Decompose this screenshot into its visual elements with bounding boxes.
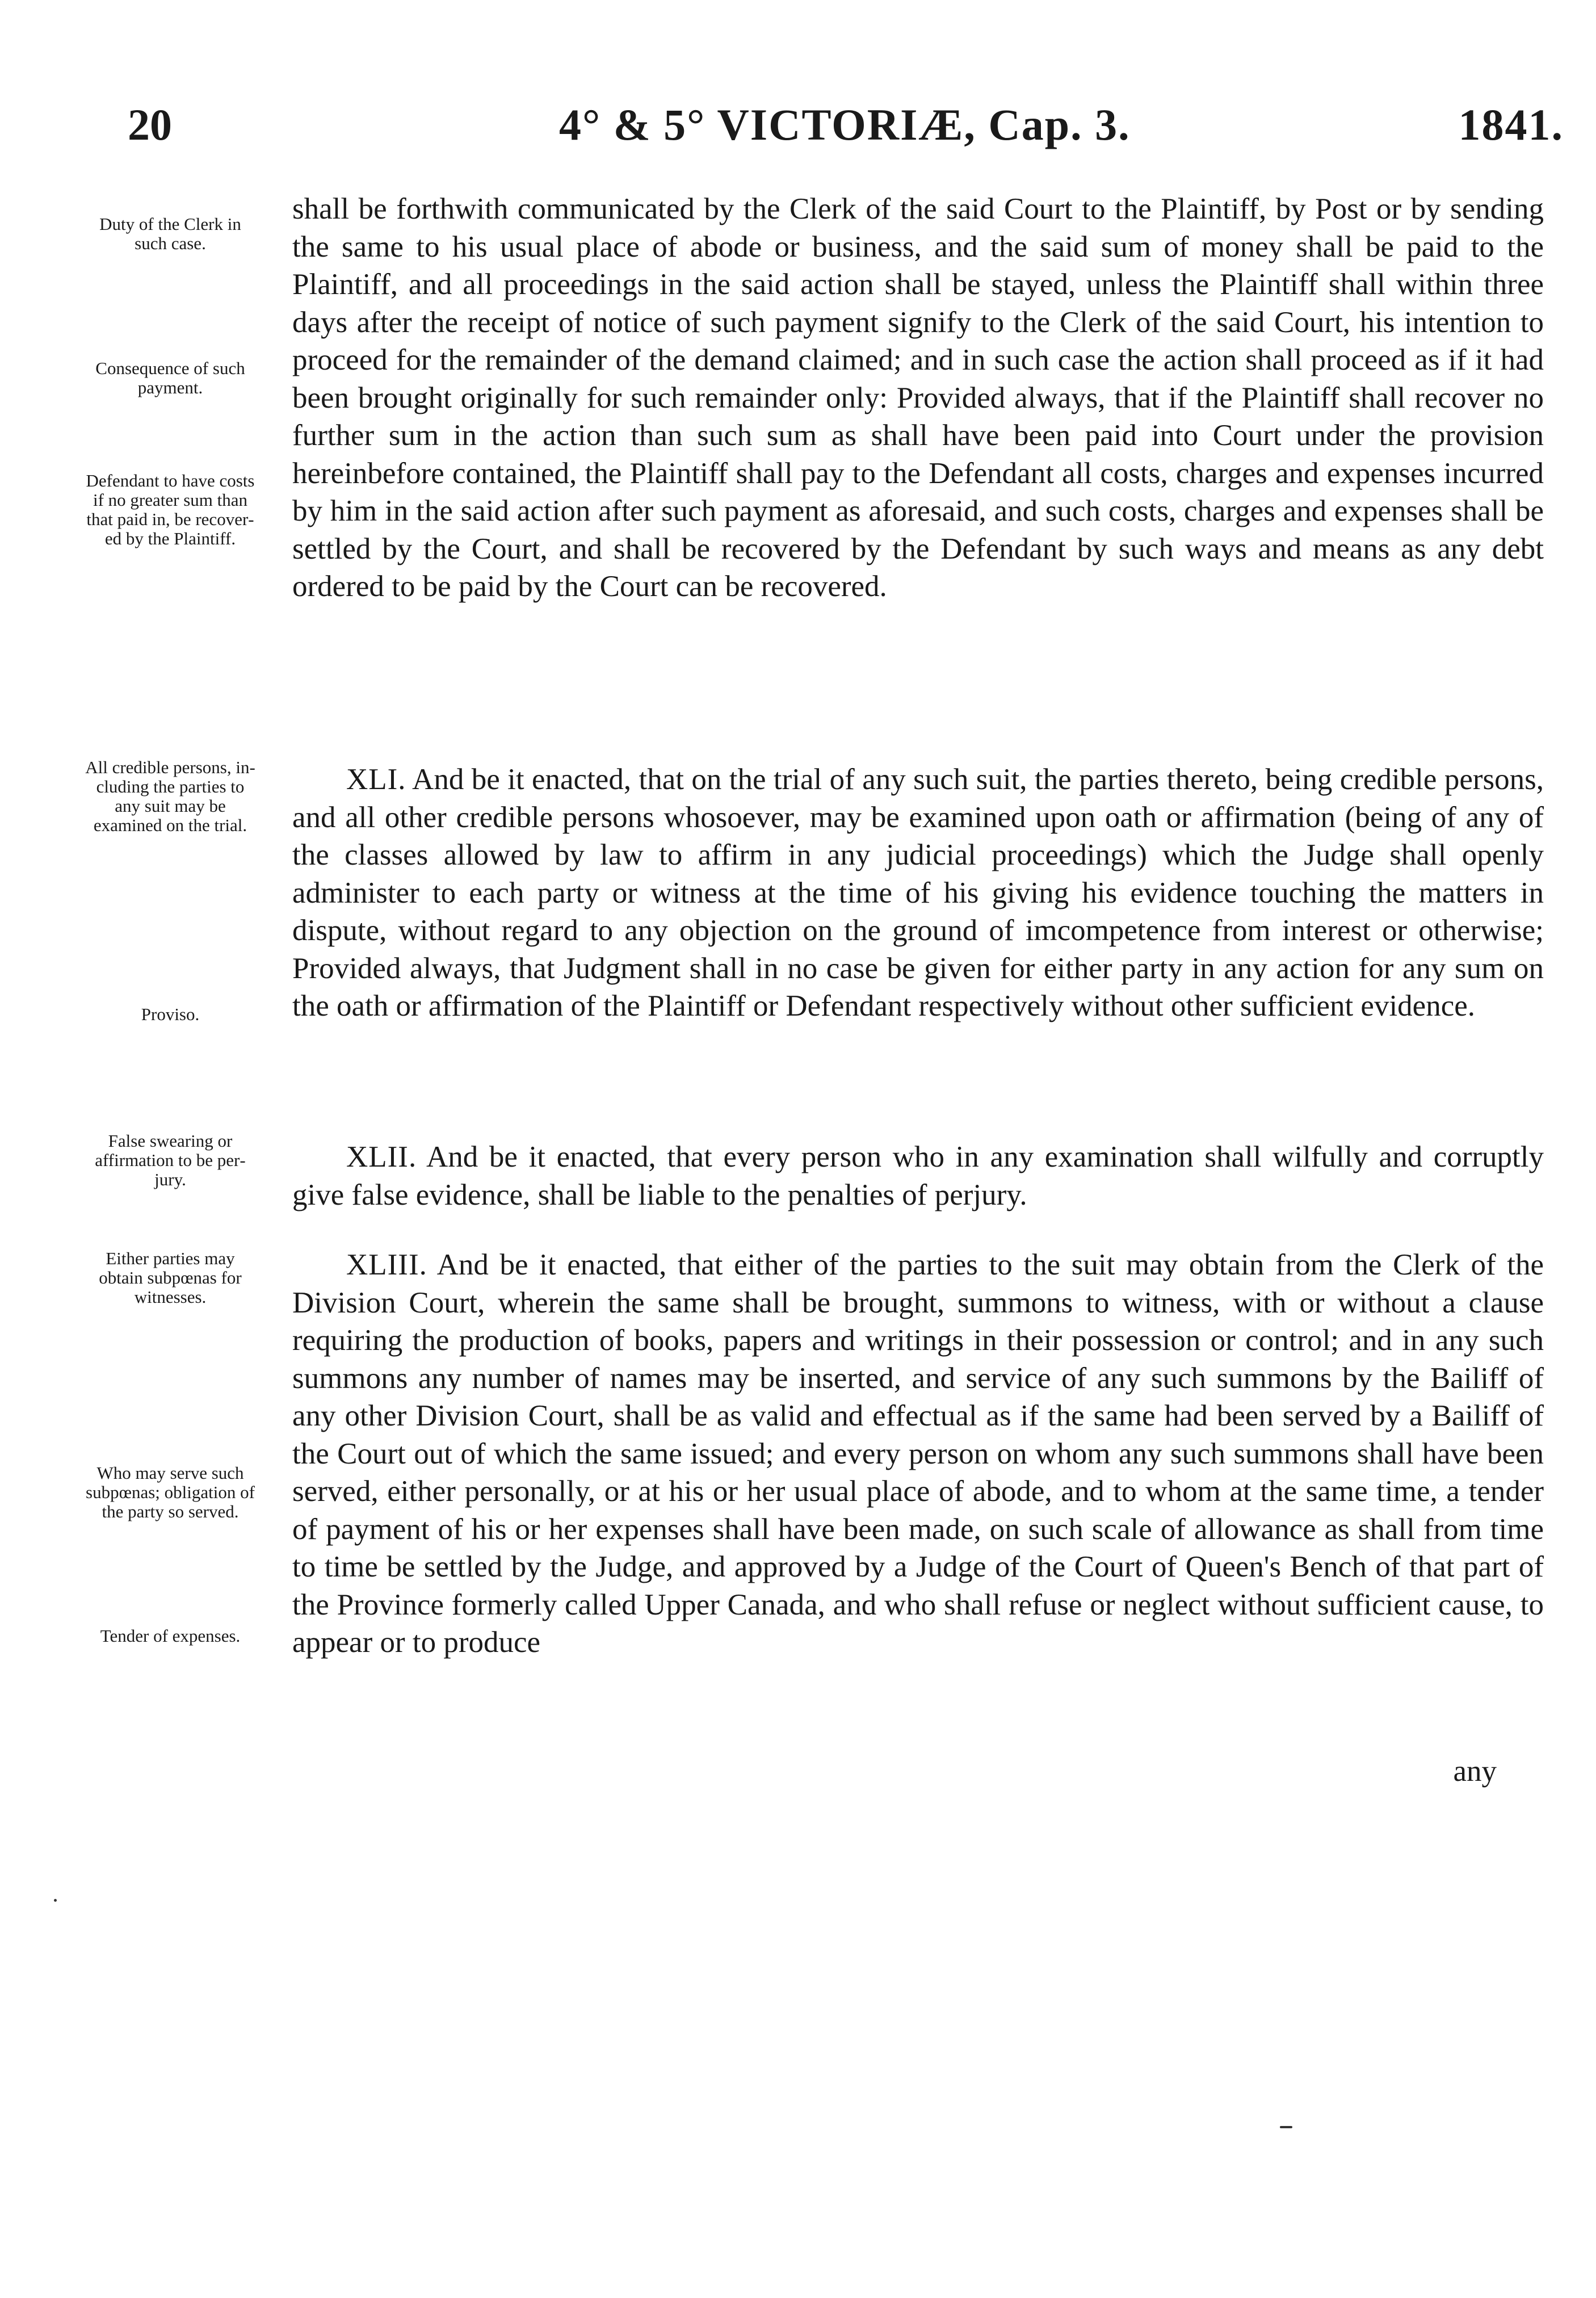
scan-speck — [54, 1899, 57, 1902]
section-continuation — [292, 190, 1544, 606]
catchword: any — [1453, 1755, 1497, 1788]
margin-note-who-may-serve: Who may serve such subpœnas; obligation of the party so served. — [86, 1463, 255, 1521]
margin-note-credible-persons: All credible persons, including the parties to any suit may be examined on the trial. — [85, 757, 255, 835]
section-xliii — [292, 1246, 1544, 1662]
section-number: XLII. — [346, 1140, 417, 1173]
margin-note-proviso: Proviso. — [141, 1004, 200, 1024]
section-text: shall be forthwith communicated by the Clerk of the said Court to the Plaintiff, by Post or by sending the same to his usual place of abode or business, and the said sum of money shall be paid to the Plaintiff, and all proceedings in the said action shall be stayed, unless the Plaintiff shall within three days after the receipt of notice of such payment signify to the Clerk of the said Court, his intention to proceed for the remainder of the demand claimed; and in such case the action shall proceed as if it had been brought originally for such remainder only: Provided always, that if the Plaintiff shall recover no further sum in the action than such sum as shall have been paid into Court under the provision hereinbefore contained, the Plaintiff shall pay to the Defendant all costs, charges and expenses incurred by him in the said action after such payment as aforesaid, and such costs, charges and expenses shall be settled by the Court, and shall be recovered by the Defendant by such ways and means as any debt ordered to be paid by the Court can be recovered. — [292, 192, 1544, 603]
running-title: 4° & 5° VICTORIÆ, Cap. 3. — [559, 100, 1131, 149]
section-text: And be it enacted, that either of the parties to the suit may obtain from the Clerk of the Division Court, wherein the same shall be brought, summons to witness, with or without a clause requiring the production of books, papers and writings in their possession or control; and in any such summons any number of names may be inserted, and service of any such summons by the Bailiff of any other Division Court, shall be as valid and effectual as if the same had been served by a Bailiff of the Court out of which the same issued; and every person on whom any such summons shall have been served, either personally, or at his or her usual place of abode, and to whom at the same time, a tender of payment of his or her expenses shall have been made, on such scale of allowance as shall from time to time be settled by the Judge, and approved by a Judge of the Court of Queen's Bench of that part of the Province formerly called Upper Canada, and who shall refuse or neglect without sufficient cause, to appear or to produce — [292, 1248, 1544, 1659]
page-header — [128, 99, 1564, 179]
section-number: XLIII. — [346, 1248, 427, 1281]
margin-note-tender-of-expenses: Tender of expenses. — [100, 1626, 241, 1646]
section-xli — [292, 761, 1544, 1025]
margin-note-defendant-costs: Defendant to have costs if no greater sum than that paid in, be recovered by the Plaintiff. — [86, 471, 255, 548]
margin-note-subpoenas: Either parties may obtain subpœnas for witnesses. — [99, 1248, 242, 1307]
margin-note-duty-of-clerk: Duty of the Clerk in such case. — [99, 214, 241, 253]
page-number: 20 — [128, 100, 172, 149]
section-text: And be it enacted, that every person who in any examination shall wilfully and corruptly give false evidence, shall be liable to the penalties of perjury. — [292, 1140, 1544, 1211]
header-year: 1841. — [1458, 100, 1564, 149]
scan-speck — [1280, 2126, 1292, 2128]
margin-note-consequence: Consequence of such payment. — [95, 358, 245, 397]
section-number: XLI. — [346, 763, 406, 796]
section-xlii — [292, 1138, 1544, 1214]
section-text: And be it enacted, that on the trial of any such suit, the parties thereto, being credible persons, and all other credible persons whosoever, may be examined upon oath or affirmation (being of any of the classes allowed by law to affirm in any judicial proceedings) which the Judge shall openly administer to each party or witness at the time of his giving his evidence touching the matters in dispute, without regard to any objection on the ground of imcompetence from interest or otherwise; Provided always, that Judgment shall in no case be given for either party in any action for any sum on the oath or affirmation of the Plaintiff or Defendant respectively without other sufficient evidence. — [292, 763, 1544, 1022]
margin-note-false-swearing: False swearing or affirmation to be perjury. — [95, 1131, 246, 1189]
